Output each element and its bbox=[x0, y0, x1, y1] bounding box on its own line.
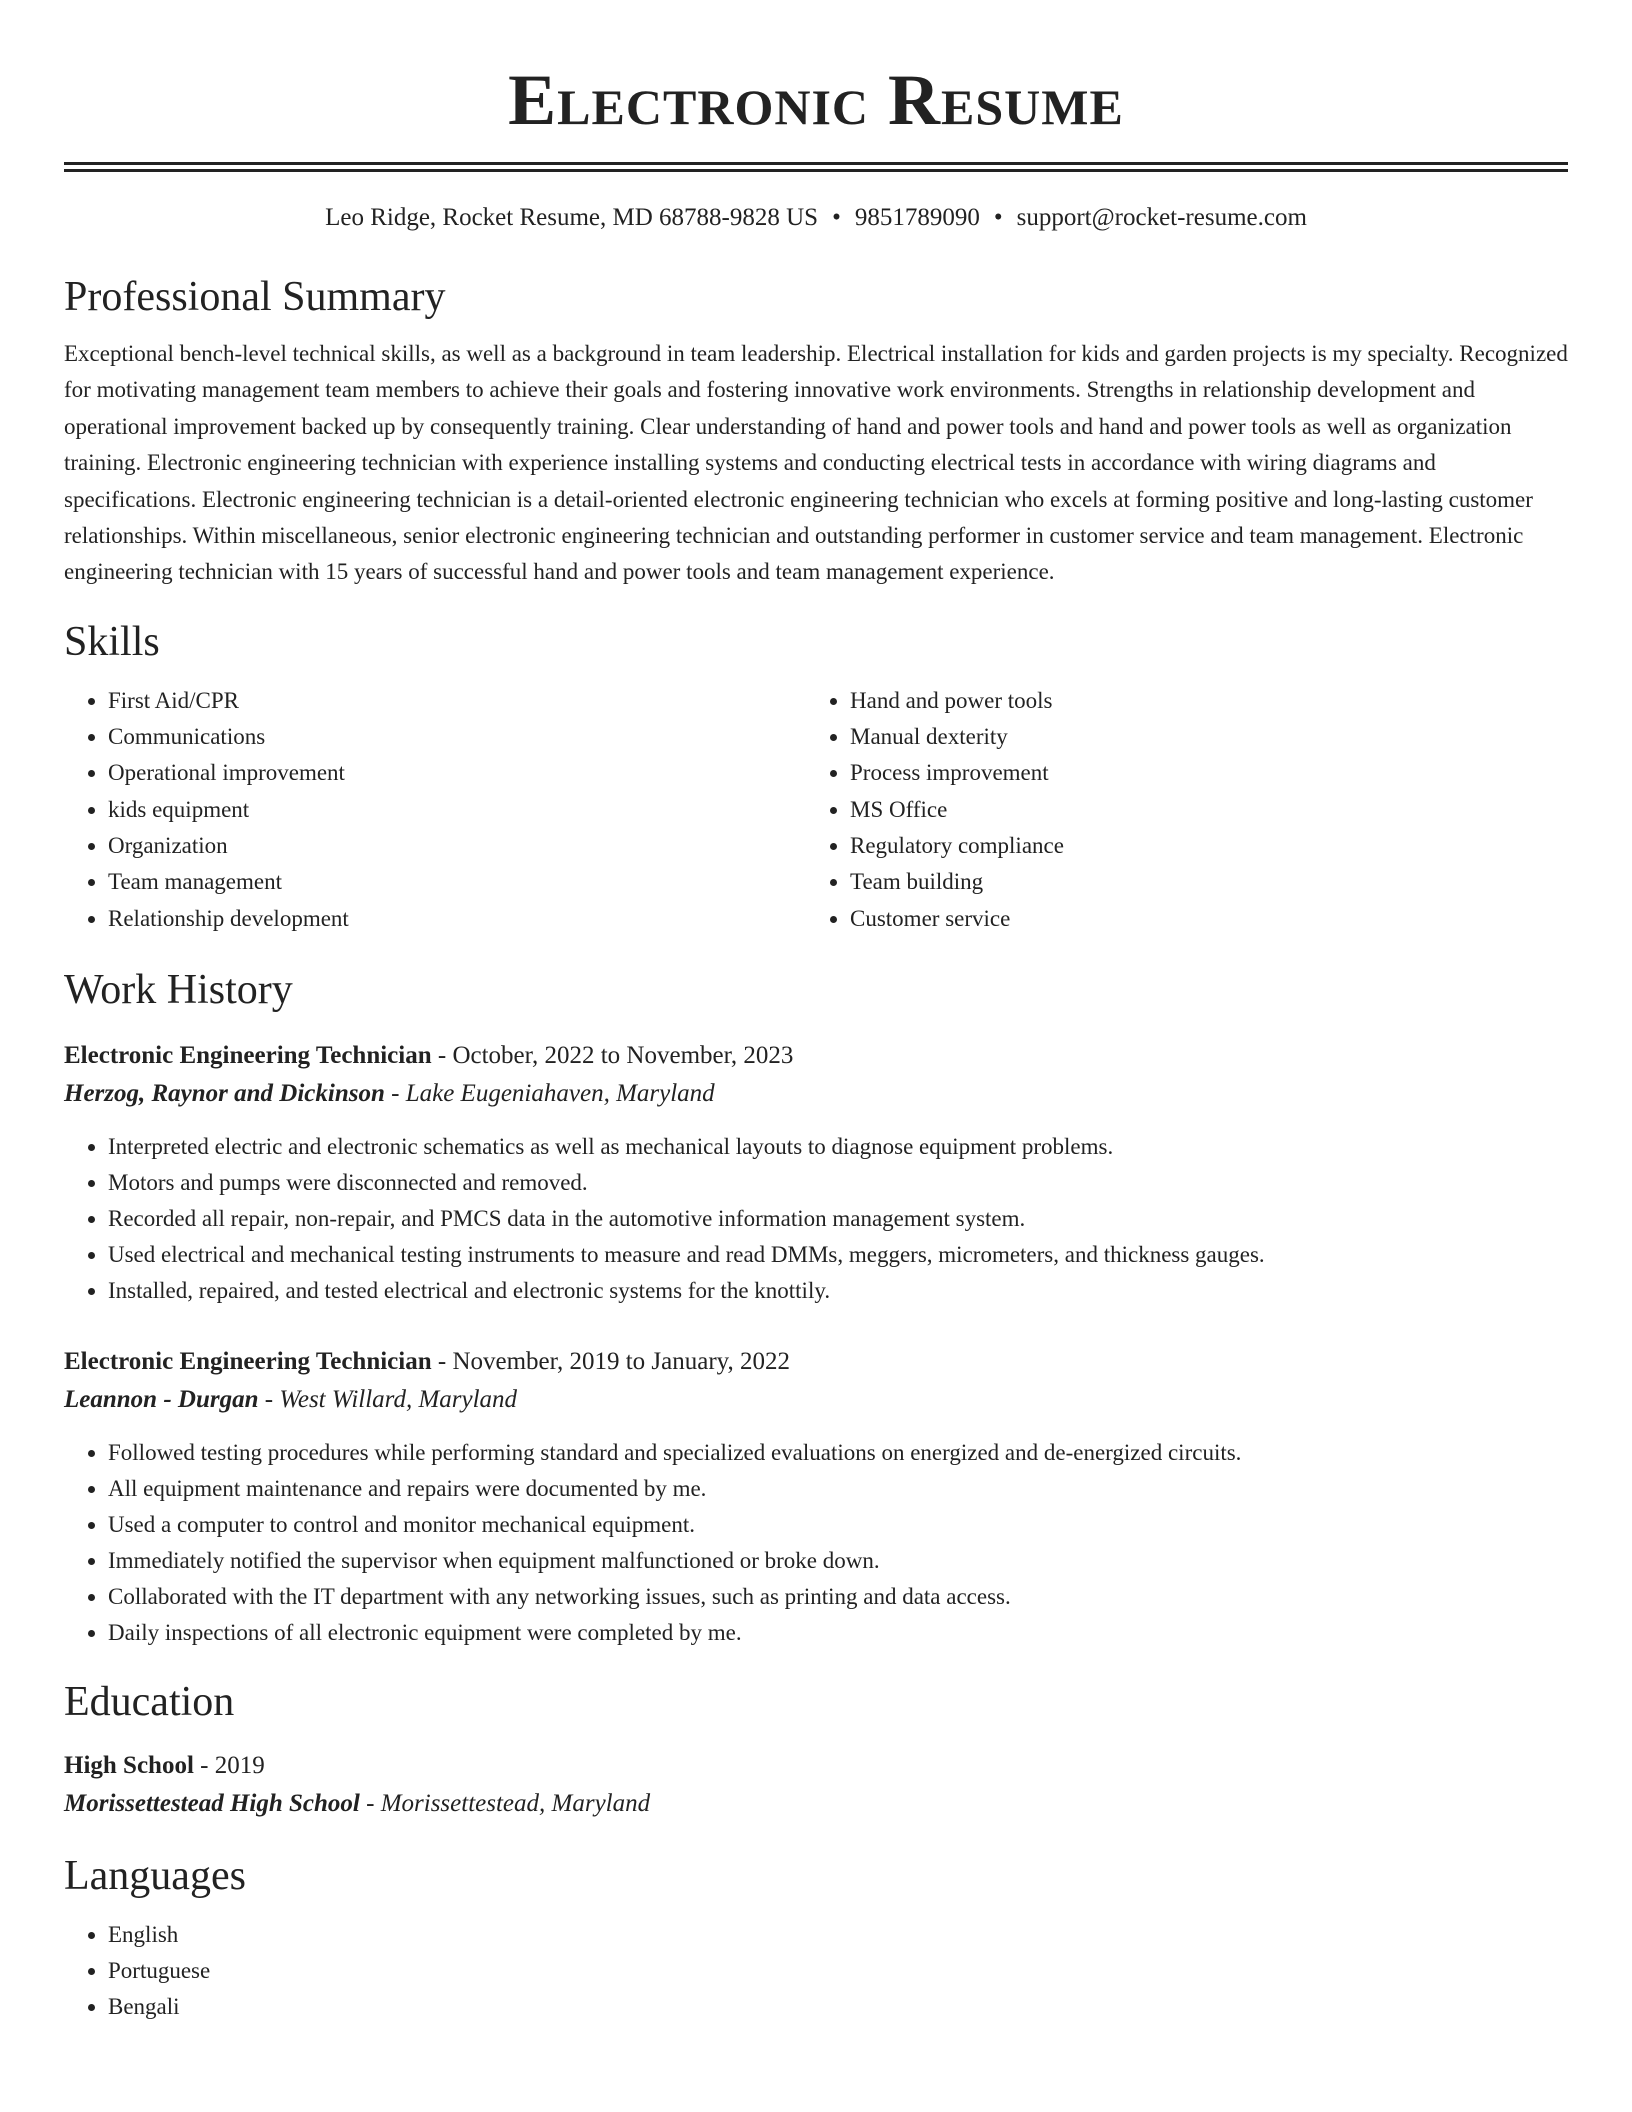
summary-text: Exceptional bench-level technical skills, as well as a background in team leadership. Electrical installation for kids and garden projects is my specialty. Recognized for motivating management team members to achieve their goals and fostering innovative work environments. Strengths in relationship development and operational improvement backed up by consequently training. Clear understanding of hand and power tools and hand and power tools as well as organization training. Electronic engineering technician with experience installing systems and conducting electrical tests in accordance with wiring diagrams and specifications. Electronic engineering technician is a detail-oriented electronic engineering technician who excels at forming positive and long-lasting customer relationships. Within miscellaneous, senior electronic engineering technician and outstanding performer in customer service and team management. Electronic engineering technician with 15 years of successful hand and power tools and team management experience. bbox=[64, 341, 1568, 585]
contact-separator: • bbox=[832, 204, 841, 231]
job-duties-list bbox=[64, 1435, 1568, 1651]
job-duty: • All equipment maintenance and repairs were documented by me. bbox=[108, 1471, 1568, 1507]
job-duty: • Used a computer to control and monitor mechanical equipment. bbox=[108, 1507, 1568, 1543]
skill-item: • MS Office bbox=[850, 792, 1064, 828]
job-duty: • Used electrical and mechanical testing instruments to measure and read DMMs, meggers, micrometers, and thickness gauges. bbox=[108, 1237, 1568, 1273]
employer-name: Leannon - Durgan bbox=[64, 1385, 259, 1413]
skill-item: • First Aid/CPR bbox=[108, 683, 806, 719]
skill-item: • Team management bbox=[108, 864, 806, 900]
resume-title: Electronic Resume bbox=[508, 60, 1124, 140]
job-duty: • Daily inspections of all electronic equipment were completed by me. bbox=[108, 1615, 1568, 1651]
skill-item: • Customer service bbox=[850, 901, 1064, 937]
title-double-rule bbox=[64, 162, 1568, 172]
degree-line bbox=[64, 1747, 1568, 1785]
job-title-line bbox=[64, 1343, 1568, 1381]
languages-list bbox=[64, 1917, 1568, 2025]
skill-item: • Operational improvement bbox=[108, 755, 806, 791]
employer-name: Herzog, Raynor and Dickinson bbox=[64, 1079, 385, 1107]
job-title: Electronic Engineering Technician bbox=[64, 1347, 432, 1375]
language-item: • English bbox=[108, 1917, 1568, 1953]
job-duty: • Immediately notified the supervisor when equipment malfunctioned or broke down. bbox=[108, 1543, 1568, 1579]
employer-line bbox=[64, 1381, 1568, 1419]
job-title-line bbox=[64, 1037, 1568, 1075]
language-item: • Bengali bbox=[108, 1989, 1568, 2025]
contact-email: support@rocket-resume.com bbox=[1016, 204, 1307, 231]
education-entry bbox=[64, 1747, 1568, 1823]
job-duty: • Followed testing procedures while performing standard and specialized evaluations on energized and de-energized circuits. bbox=[108, 1435, 1568, 1471]
employer-location: - West Willard, Maryland bbox=[258, 1385, 518, 1413]
skill-item: • Manual dexterity bbox=[850, 719, 1064, 755]
job-entry bbox=[64, 1343, 1568, 1651]
summary-heading: Professional Summary bbox=[64, 274, 446, 320]
job-dates: - October, 2022 to November, 2023 bbox=[431, 1041, 794, 1069]
skill-item: • Relationship development bbox=[108, 901, 806, 937]
contact-phone: 9851789090 bbox=[854, 204, 980, 231]
skill-item: • Regulatory compliance bbox=[850, 828, 1064, 864]
job-dates: - November, 2019 to January, 2022 bbox=[431, 1347, 791, 1375]
job-title: Electronic Engineering Technician bbox=[64, 1041, 432, 1069]
skill-item: • Team building bbox=[850, 864, 1064, 900]
contact-line bbox=[64, 202, 1568, 234]
job-duty: • Motors and pumps were disconnected and removed. bbox=[108, 1165, 1568, 1201]
language-item: • Portuguese bbox=[108, 1953, 1568, 1989]
contact-address: Leo Ridge, Rocket Resume, MD 68788-9828 US bbox=[325, 204, 819, 231]
employer-location: - Lake Eugeniahaven, Maryland bbox=[384, 1079, 715, 1107]
school-location: - Morissettestead, Maryland bbox=[359, 1789, 651, 1817]
job-duty: • Collaborated with the IT department with any networking issues, such as printing and data access. bbox=[108, 1579, 1568, 1615]
job-duty: • Recorded all repair, non-repair, and PMCS data in the automotive information management system. bbox=[108, 1201, 1568, 1237]
education-heading: Education bbox=[64, 1678, 235, 1725]
degree: High School bbox=[64, 1751, 194, 1779]
skills-heading: Skills bbox=[64, 618, 160, 665]
skills-left-list bbox=[64, 683, 806, 937]
graduation-year: - 2019 bbox=[193, 1751, 265, 1779]
skill-item: • Process improvement bbox=[850, 755, 1064, 791]
skill-item: • Organization bbox=[108, 828, 806, 864]
contact-separator: • bbox=[993, 204, 1003, 231]
employer-line bbox=[64, 1075, 1568, 1113]
job-duty: • Installed, repaired, and tested electrical and electronic systems for the knottily. bbox=[108, 1273, 1568, 1309]
job-duties-list bbox=[64, 1129, 1568, 1309]
job-duty: • Interpreted electric and electronic schematics as well as mechanical layouts to diagnose equipment problems. bbox=[108, 1129, 1568, 1165]
school-line bbox=[64, 1785, 1568, 1823]
skill-item: • Communications bbox=[108, 719, 806, 755]
job-entry bbox=[64, 1037, 1568, 1309]
work-history-heading: Work History bbox=[64, 966, 293, 1013]
skill-item: • kids equipment bbox=[108, 792, 806, 828]
skill-item: • Hand and power tools bbox=[850, 683, 1064, 719]
skills-right-list bbox=[806, 683, 1064, 937]
skills-columns bbox=[64, 683, 1568, 937]
school-name: Morissettestead High School bbox=[64, 1789, 360, 1817]
languages-heading: Languages bbox=[64, 1852, 246, 1899]
